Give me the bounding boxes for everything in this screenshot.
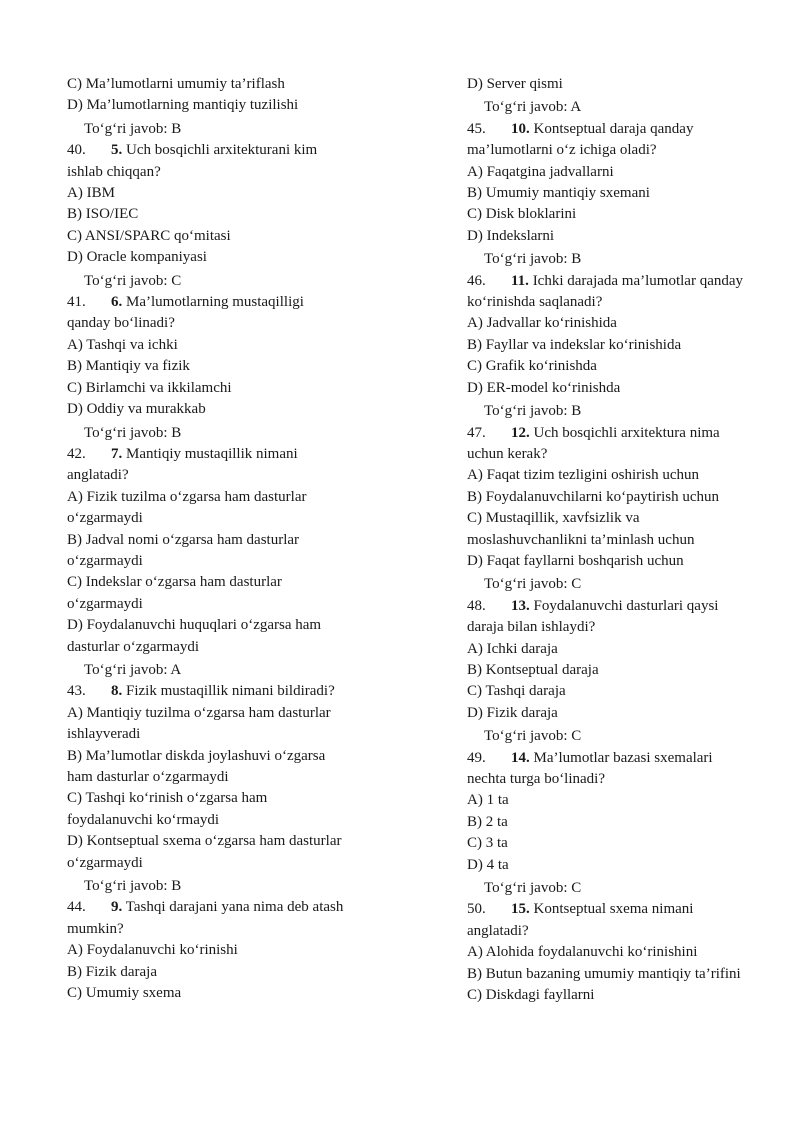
text-line: foydalanuvchi ko‘rmaydi	[67, 811, 220, 828]
question-text: Ma’lumotlarning mustaqilligi	[126, 294, 304, 311]
text-line: ma’lumotlarni o‘z ichiga oladi?	[467, 142, 657, 159]
question-number: 49.	[467, 749, 486, 766]
text-line: A) Faqatgina jadvallarni	[467, 163, 614, 180]
left-column	[67, 74, 397, 1004]
text-line: C) 3 ta	[467, 835, 508, 852]
text-line: B) Fayllar va indekslar ko‘rinishida	[467, 336, 682, 353]
text-line: B) Mantiqiy va fizik	[67, 358, 190, 375]
text-line: B) Ma’lumotlar diskda joylashuvi o‘zgarsa	[67, 747, 326, 764]
question-text: Fizik mustaqillik nimani bildiradi?	[126, 683, 335, 700]
correct-answer: To‘g‘ri javob: B	[84, 120, 182, 137]
question-heading	[467, 271, 777, 292]
text-line: D) Kontseptual sxema o‘zgarsa ham dasturlar	[67, 833, 342, 850]
text-line: C) Birlamchi va ikkilamchi	[67, 379, 232, 396]
text-line: mumkin?	[67, 920, 124, 937]
question-number: 43.	[67, 683, 86, 700]
question-index: 7.	[111, 445, 123, 462]
text-line: A) Jadvallar ko‘rinishida	[467, 315, 617, 332]
text-line: o‘zgarmaydi	[67, 552, 143, 569]
text-line: D) Oracle kompaniyasi	[67, 249, 207, 266]
question-heading	[67, 897, 397, 918]
text-line: D) Fizik daraja	[467, 704, 558, 721]
text-line: A) Alohida foydalanuvchi ko‘rinishini	[467, 944, 698, 961]
question-heading	[67, 681, 397, 702]
question-number: 45.	[467, 120, 486, 137]
question-heading	[467, 423, 777, 444]
question-number: 50.	[467, 901, 486, 918]
text-line: nechta turga bo‘linadi?	[467, 771, 606, 787]
text-line: qanday bo‘linadi?	[67, 315, 175, 332]
question-text: Uch bosqichli arxitekturani kim	[126, 142, 318, 159]
text-line: C) Disk bloklarini	[467, 206, 577, 223]
text-line: o‘zgarmaydi	[67, 854, 143, 871]
text-line: C) Tashqi daraja	[467, 683, 566, 700]
question-heading	[67, 444, 397, 465]
question-index: 6.	[111, 294, 123, 311]
text-line: B) Kontseptual daraja	[467, 661, 599, 678]
text-line: D) Server qismi	[467, 76, 563, 92]
text-line: o‘zgarmaydi	[67, 595, 143, 612]
correct-answer: To‘g‘ri javob: B	[484, 251, 582, 268]
question-text: Ichki darajada ma’lumotlar qanday	[532, 272, 744, 289]
text-line: C) Umumiy sxema	[67, 985, 182, 1002]
correct-answer: To‘g‘ri javob: C	[484, 728, 582, 745]
question-heading	[467, 119, 777, 140]
text-line: C) Mustaqillik, xavfsizlik va	[467, 510, 640, 527]
correct-answer: To‘g‘ri javob: A	[484, 99, 582, 116]
text-line: D) 4 ta	[467, 856, 509, 873]
text-line: A) IBM	[67, 185, 115, 202]
text-line: C) Indekslar o‘zgarsa ham dasturlar	[67, 574, 282, 591]
question-number: 41.	[67, 294, 86, 311]
question-index: 13.	[511, 597, 530, 614]
correct-answer: To‘g‘ri javob: B	[84, 878, 182, 895]
text-line: C) ANSI/SPARC qo‘mitasi	[67, 227, 231, 244]
question-number: 44.	[67, 899, 86, 916]
question-index: 14.	[511, 749, 530, 766]
question-index: 8.	[111, 683, 123, 700]
text-line: moslashuvchanlikni ta’minlash uchun	[467, 531, 695, 548]
text-line: D) Foydalanuvchi huquqlari o‘zgarsa ham	[67, 617, 322, 634]
text-line: B) Foydalanuvchilarni ko‘paytirish uchun	[467, 488, 720, 505]
question-heading	[67, 140, 397, 161]
question-number: 42.	[67, 445, 86, 462]
text-line: daraja bilan ishlaydi?	[467, 619, 596, 636]
text-line: D) ER-model ko‘rinishda	[467, 379, 621, 396]
question-heading	[467, 899, 777, 920]
question-index: 5.	[111, 142, 123, 159]
text-line: o‘zgarmaydi	[67, 510, 143, 527]
text-line: B) Jadval nomi o‘zgarsa ham dasturlar	[67, 531, 300, 548]
text-line: A) Ichki daraja	[467, 640, 558, 657]
question-heading	[467, 748, 777, 769]
question-text: Foydalanuvchi dasturlari qaysi	[533, 597, 719, 614]
text-line: D) Indekslarni	[467, 227, 555, 244]
text-line: A) Fizik tuzilma o‘zgarsa ham dasturlar	[67, 488, 307, 505]
question-text: Uch bosqichli arxitektura nima	[533, 424, 720, 441]
text-line: B) Butun bazaning umumiy mantiqiy ta’rifini	[467, 965, 741, 982]
correct-answer: To‘g‘ri javob: B	[84, 424, 182, 441]
question-index: 11.	[511, 272, 529, 289]
correct-answer: To‘g‘ri javob: B	[484, 403, 582, 420]
question-index: 12.	[511, 424, 530, 441]
text-line: anglatadi?	[467, 922, 529, 939]
question-heading	[467, 596, 777, 617]
question-text: Kontseptual daraja qanday	[533, 120, 694, 137]
text-line: D) Ma’lumotlarning mantiqiy tuzilishi	[67, 97, 299, 114]
text-line: C) Diskdagi fayllarni	[467, 987, 595, 1004]
question-index: 10.	[511, 120, 530, 137]
text-line: A) Faqat tizim tezligini oshirish uchun	[467, 467, 700, 484]
text-line: ishlayveradi	[67, 726, 141, 743]
text-line: D) Faqat fayllarni boshqarish uchun	[467, 552, 684, 569]
correct-answer: To‘g‘ri javob: C	[484, 880, 582, 897]
text-line: A) Tashqi va ichki	[67, 336, 178, 353]
text-line: ham dasturlar o‘zgarmaydi	[67, 769, 229, 785]
text-line: B) ISO/IEC	[67, 206, 139, 223]
question-index: 15.	[511, 901, 530, 918]
correct-answer: To‘g‘ri javob: C	[484, 576, 582, 593]
text-line: B) Fizik daraja	[67, 963, 157, 980]
text-line: B) 2 ta	[467, 813, 508, 830]
text-line: ishlab chiqqan?	[67, 163, 161, 180]
text-line: A) 1 ta	[467, 792, 509, 809]
text-line: ko‘rinishda saqlanadi?	[467, 294, 603, 311]
text-line: C) Tashqi ko‘rinish o‘zgarsa ham	[67, 790, 268, 807]
correct-answer: To‘g‘ri javob: C	[84, 272, 182, 289]
text-line: A) Mantiqiy tuzilma o‘zgarsa ham dasturlar	[67, 704, 331, 721]
question-text: Kontseptual sxema nimani	[533, 901, 694, 918]
correct-answer: To‘g‘ri javob: A	[84, 661, 182, 678]
text-line: A) Foydalanuvchi ko‘rinishi	[67, 942, 238, 959]
question-number: 40.	[67, 142, 86, 159]
text-line: D) Oddiy va murakkab	[67, 401, 206, 418]
question-text: Tashqi darajani yana nima deb atash	[125, 899, 344, 916]
text-line: dasturlar o‘zgarmaydi	[67, 638, 200, 655]
question-number: 46.	[467, 272, 486, 289]
question-number: 47.	[467, 424, 486, 441]
question-heading	[67, 292, 397, 313]
text-line: uchun kerak?	[467, 445, 548, 462]
question-text: Mantiqiy mustaqillik nimani	[126, 445, 298, 462]
right-column	[467, 74, 777, 1006]
question-number: 48.	[467, 597, 486, 614]
question-text: Ma’lumotlar bazasi sxemalari	[533, 749, 713, 766]
text-line: C) Ma’lumotlarni umumiy ta’riflash	[67, 76, 285, 92]
text-line: B) Umumiy mantiqiy sxemani	[467, 185, 650, 202]
text-line: anglatadi?	[67, 467, 129, 484]
text-line: C) Grafik ko‘rinishda	[467, 358, 597, 375]
question-index: 9.	[111, 899, 123, 916]
